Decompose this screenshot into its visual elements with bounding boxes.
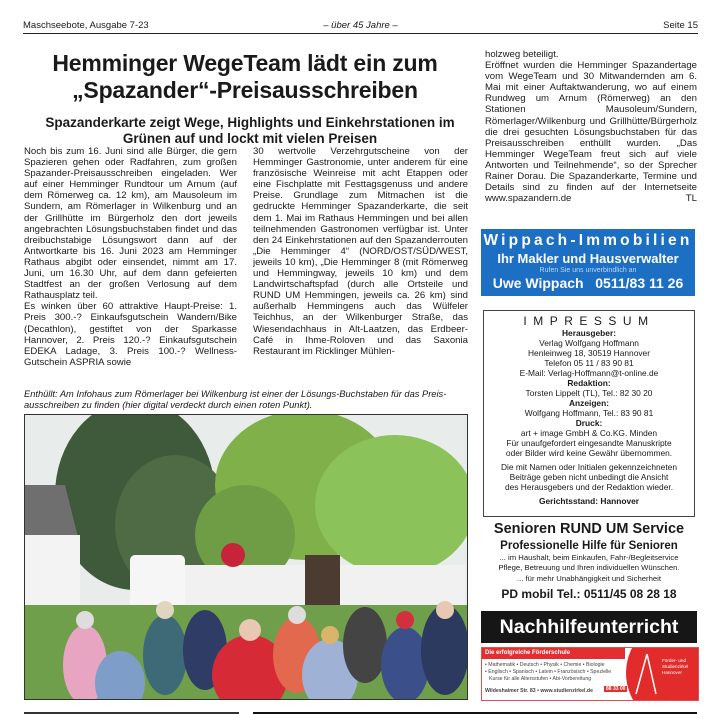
ad-phone: 88 33 00 (606, 686, 626, 692)
page-number: Seite 15 (663, 20, 698, 31)
ad-line: • Mathematik • Deutsch • Physik • Chemie • Biologie (485, 662, 605, 668)
ad-senioren-service (481, 521, 697, 601)
herausgeber-email: E-Mail: Verlag-Hoffmann@t-online.de (519, 368, 659, 378)
disclaimer-line: oder Bilder wird keine Gewähr übernommen. (505, 448, 673, 458)
ad-contact: Uwe Wippach 0511/83 11 26 (492, 275, 684, 291)
paragraph: Noch bis zum 16. Juni sind alle Bürger, die gern Spazieren gehen oder Radfahren, zum großen Spazander-Preisausschreiben eingeladen. Wer auf einer Hemminger Rundtour um Arnum (auf dem Römerweg ca. 12 km), am Mausoleum im Sundern, am Römerlager in Wilkenburg und an der Grillhütte im Bürgerholz den dort jeweils angebrachten Lösungsbuchstaben findet und das dreibuchstabige Lösungswort dann auf der Antwortkarte bis 16. Juni 2023 am Hemminger Rathaus abgibt oder einsendet, nimmt am 17. Juni, um 16.30 Uhr, auf dem dann gefeierten Stadtfest an der großen Verlosung auf dem Rathausplatz teil. (24, 146, 237, 302)
publication-name: Maschseebote, Ausgabe 7-23 (23, 20, 149, 31)
photo-caption: Enthüllt: Am Infohaus zum Römerlager bei Wilkenburg ist einer der Lösungs-Buchstaben für das Preisausschreiben zu finden (hier digital verdeckt durch einen roten Punkt). (24, 389, 447, 410)
title-line-2: „Spazander“-Preisausschreiben (72, 77, 418, 103)
ad-address: Wildeshaimer Str. 83 • www.studienzirkel.de (485, 688, 593, 694)
ad-line: • Englisch • Spanisch • Latein • Französisch • Spezielle (485, 669, 612, 675)
herausgeber-label: Herausgeber: (562, 328, 616, 338)
ad-call-to-action: Rufen Sie uns unverbindlich an (539, 267, 637, 274)
anzeigen-value: Wolfgang Hoffmann, Tel.: 83 90 81 (524, 408, 654, 418)
ad-line: ... für mehr Unabhängigkeit und Sicherheit (516, 573, 661, 583)
article-subtitle (20, 115, 480, 147)
druck-label: Druck: (575, 418, 603, 428)
druck-value: art + image GmbH & Co.KG. Minden (520, 428, 658, 438)
logo-text: Förder- und Studienzirkel Hannover (662, 658, 689, 675)
paragraph: 30 wertvolle Verzehrgutscheine von der Hemminger Gastronomie, unter anderem für eine französische Weinreise mit acht Etappen oder eine Fischplatte mit Festtagsgenuss und andere Preise. Grundlage zum Mitmachen ist die gedruckte Hemminger Spazanderkarte, die seit dem 1. Mai im Rathaus Hemmingen und bei allen teilnehmenden Gastronomen verfügbar ist. Unter den 24 Einkehrstationen auf den Spazanderrouten „Die Hemminger 4“ (NORD/OST/SÜD/WEST, jeweils 10 km), „Die Hemminger 8 (mit Römerweg und Hemmingway, jeweils 10 km) und dem Landwirtschaftspfad (durch alle Ortsteile und RUND UM Hemmingen, jeweils ca. 26 km) sind außerhalb Hemmingens auch das Wülfeler Teichhus, an der Wilkenburger Straße, das Wiesendachhaus in Alt-Laatzen, das Erdbeer-Café in Ihme-Roloven und das Saxonia Restaurant im Ricklinger Mühlen- (253, 146, 468, 357)
herausgeber-line: Telefon 05 11 / 83 90 81 (544, 358, 634, 368)
ad-line: ... im Haushalt, beim Einkaufen, Fahr-/Begleitservice (499, 553, 679, 562)
anzeigen-label: Anzeigen: (568, 398, 609, 408)
header-tagline: – über 45 Jahre – (323, 20, 398, 31)
ad-line: Pflege, Betreuung und Ihren individuellen Wünschen. (498, 563, 680, 573)
disclaimer-line: Für unaufgefordert eingesandte Manuskripte (506, 438, 672, 448)
ad-nachhilfe-banner: Nachhilfeunterricht (481, 611, 697, 643)
article-column-2 (253, 146, 468, 357)
ad-slogan: Ihr Makler und Hausverwalter (497, 251, 679, 266)
author-initials: TL (685, 193, 697, 205)
article-column-3 (485, 49, 697, 204)
subtitle-line-1: Spazanderkarte zeigt Wege, Highlights und Einkehrstationen im (45, 115, 455, 130)
ad-wippach-immobilien (481, 229, 695, 296)
article-photo (24, 414, 468, 700)
ad-line: Kurse für alle Altersstufen • Abi-Vorbereitung (489, 676, 592, 682)
gerichtsstand: Gerichtsstand: Hannover (538, 496, 640, 506)
page-header (23, 17, 698, 34)
herausgeber-line: Henleinweg 18, 30519 Hannover (528, 348, 650, 358)
disclaimer-line: Beiträge geben nicht unbedingt die Ansicht (509, 472, 669, 482)
paragraph (485, 60, 697, 204)
red-dot (221, 543, 245, 567)
ad-bar-text: Die erfolgreiche Förderschule (482, 648, 625, 659)
title-line-1: Hemminger WegeTeam lädt ein zum (52, 50, 438, 76)
article-title (20, 50, 470, 104)
disclaimer-line: des Herausgebers und der Redaktion wieder. (504, 482, 674, 492)
group-photo-illustration (25, 415, 467, 699)
compass-logo-icon (632, 652, 662, 696)
ad-foerderschule (481, 647, 699, 701)
paragraph: Es winken über 60 attraktive Haupt-Preise: 1. Preis 300.-? Einkaufsgutschein Wandern/Bike (Decathlon), gestiftet von der Sparkasse Hannover, 2. Preis 120.-? Einkaufsgutschein EDEKA Ladage, 3. Preis 100.-? Wellness-Gutschein ASPRIA sowie (24, 301, 237, 368)
redaktion-value: Torsten Lippelt (TL), Tel.: 82 30 20 (525, 388, 653, 398)
impressum-box (483, 310, 695, 517)
ad-company-name: Wippach-Immobilien (483, 232, 693, 249)
ad-phone: PD mobil Tel.: 0511/45 08 28 18 (501, 587, 677, 602)
subtitle-line-2: Grünen auf und lockt mit vielen Preisen (122, 131, 378, 146)
disclaimer-line: Die mit Namen oder Initialen gekennzeichneten (501, 462, 677, 472)
impressum-heading: IMPRESSUM (523, 314, 655, 328)
ad-subtitle: Professionelle Hilfe für Senioren (500, 540, 678, 552)
article-column-1 (24, 146, 237, 368)
ad-title: Senioren RUND UM Service (493, 521, 685, 537)
paragraph: holzweg beteiligt. (485, 49, 559, 60)
herausgeber-line: Verlag Wolfgang Hoffmann (539, 338, 639, 348)
redaktion-label: Redaktion: (567, 378, 611, 388)
paragraph-text: Eröffnet wurden die Hemminger Spazandertage vom WegeTeam und 30 Mitwandernden am 6. Mai mit einer Auftaktwanderung, wo auf einem Rundweg um Arnum (Römerweg) an den Stationen Mausoleum/Sundern, Römerlager/Wilkenburg und Grillhütte/Bürgerholz die drei gesuchten Lösungsbuchstaben für das Preisausschreiben enthüllt wurden. „Das Hemminger WegeTeam freut sich auf viele Antworten und Teilnehmende“, so der Sprecher Rainer Dorau. Die Spazanderkarte, Termine und Details sind zu finden auf der Internetseite www.spazandern.de (485, 60, 697, 205)
